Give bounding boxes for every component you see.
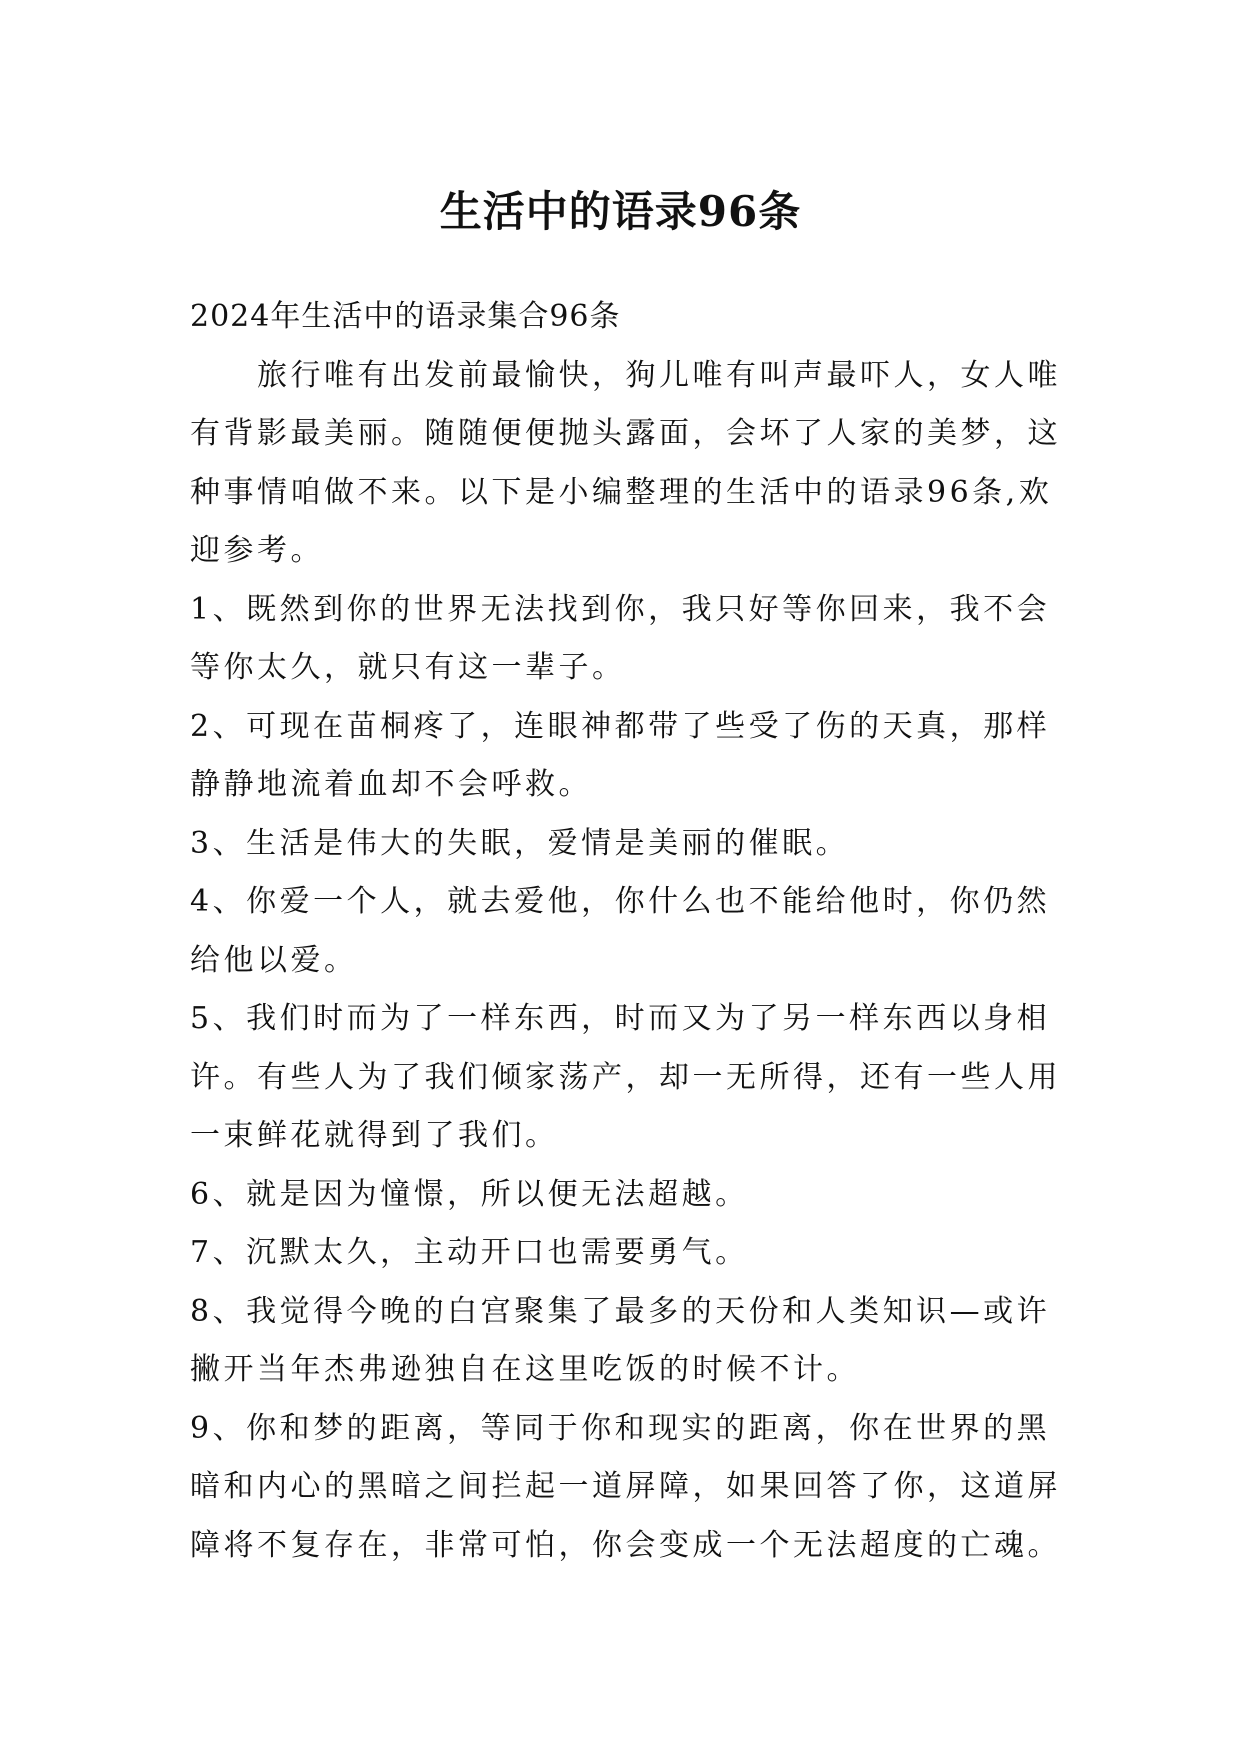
quote-item-2: 2、可现在苗桐疼了，连眼神都带了些受了伤的天真，那样静静地流着血却不会呼救。 xyxy=(190,708,1051,802)
document-title: 生活中的语录96条 xyxy=(439,187,802,237)
quote-item-5: 5、我们时而为了一样东西，时而又为了另一样东西以身相许。有些人为了我们倾家荡产，却一无所得，还有一些人用一束鲜花就得到了我们。 xyxy=(190,1001,1061,1153)
quote-item-8: 8、我觉得今晚的白宫聚集了最多的天份和人类知识—或许撇开当年杰弗逊独自在这里吃饭的时候不计。 xyxy=(190,1293,1051,1387)
quote-item-6: 6、就是因为憧憬，所以便无法超越。 xyxy=(190,1176,749,1212)
document-body xyxy=(190,288,1070,1575)
intro-paragraph: 旅行唯有出发前最愉快，狗儿唯有叫声最吓人，女人唯有背影最美丽。随随便便抛头露面，会坏了人家的美梦，这种事情咱做不来。以下是小编整理的生活中的语录96条,欢迎参考。 xyxy=(190,357,1061,568)
quote-item-9: 9、你和梦的距离，等同于你和现实的距离，你在世界的黑暗和内心的黑暗之间拦起一道屏障，如果回答了你，这道屏障将不复存在，非常可怕，你会变成一个无法超度的亡魂。 xyxy=(190,1410,1061,1563)
quote-item-1: 1、既然到你的世界无法找到你，我只好等你回来，我不会等你太久，就只有这一辈子。 xyxy=(190,591,1051,685)
document-subtitle: 2024年生活中的语录集合96条 xyxy=(190,299,621,334)
quote-item-4: 4、你爱一个人，就去爱他，你什么也不能给他时，你仍然给他以爱。 xyxy=(190,884,1051,978)
quote-item-3: 3、生活是伟大的失眠，爱情是美丽的催眠。 xyxy=(190,825,850,861)
quote-item-7: 7、沉默太久，主动开口也需要勇气。 xyxy=(190,1235,749,1270)
